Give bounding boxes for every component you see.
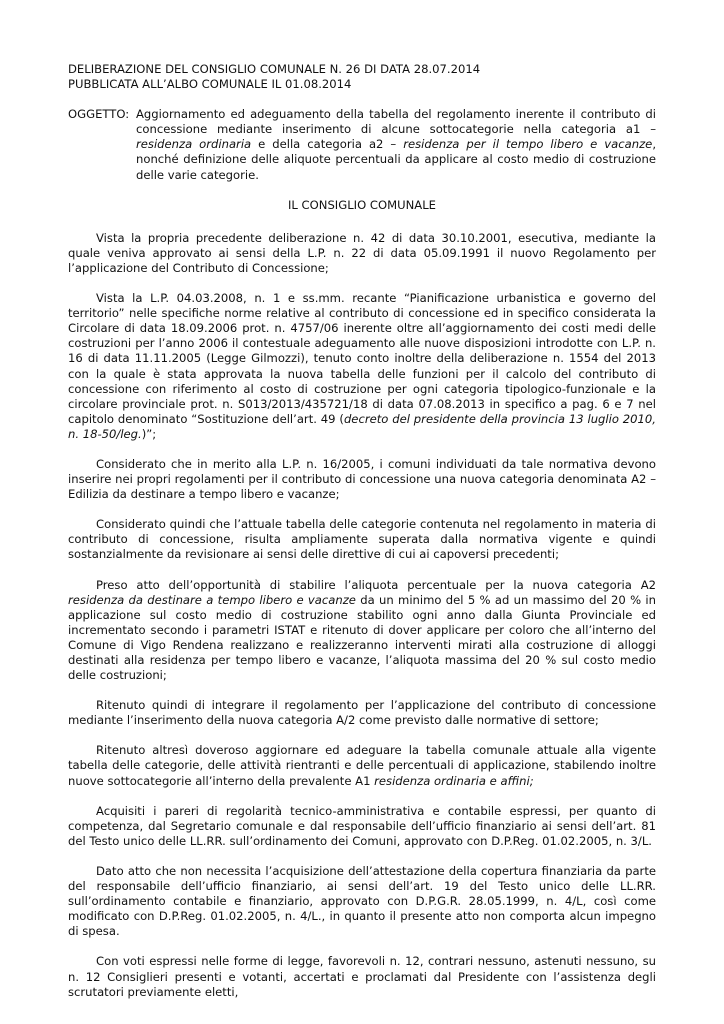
subject-text-part: e della categoria a2 – xyxy=(251,137,404,152)
paragraph-text: da un minimo del 5 % ad un massimo del 20 % in applicazione sul costo medio di costruzione stabilito ogni anno dalla Giunta Provinciale ed incrementato secondo i parametri ISTAT e ritenuto di dover applicare per coloro che all’interno del Comune di Vigo Rendena realizzano e realizzeranno interventi mirati alla costruzione di alloggi destinati alla residenza per tempo libero e vacanze, l’aliquota massima del 20 % sul costo medio delle costruzioni; xyxy=(68,592,656,683)
subject-label: OGGETTO: xyxy=(68,107,130,122)
document-header xyxy=(68,62,656,92)
paragraph-italic: residenza da destinare a tempo libero e vacanze xyxy=(68,592,356,607)
paragraph: Considerato quindi che l’attuale tabella delle categorie contenuta nel regolamento in materia di contributo di concessione, risulta ampliamente superata dalla normativa vigente e quindi sostanzialmente da revisionare ai sensi delle direttive di cui ai capoversi precedenti; xyxy=(68,517,656,562)
paragraph-text: Vista la L.P. 04.03.2008, n. 1 e ss.mm. recante “Pianificazione urbanistica e governo del territorio” nelle specifiche norme relative al contributo di concessione ed in specifico considerata la Circolare di data 18.09.2006 prot. n. 4757/06 inerente oltre all’aggiornamento dei costi medi delle costruzioni per l’anno 2006 il contestuale adeguamento alle nuove disposizioni introdotte con L.P. n. 16 di data 11.11.2005 (Legge Gilmozzi), tenuto conto inoltre della deliberazione n. 1554 del 2013 con la quale è stata approvata la nuova tabella delle funzioni per il calcolo del contributo di concessione con riferimento al costo di costruzione per ogni categoria tipologico-funzionale e la circolare provinciale prot. n. S013/2013/435721/18 di data 07.08.2013 in specifico a pag. 6 e 7 nel capitolo denominato “Sostituzione dell’art. 49 ( xyxy=(68,291,656,426)
council-title: IL CONSIGLIO COMUNALE xyxy=(287,197,436,212)
paragraph: Acquisiti i pareri di regolarità tecnico-amministrativa e contabile espressi, per quanto di competenza, dal Segretario comunale e dal responsabile dell’ufficio finanziario ai sensi dell’art. 81 del Testo unico delle LL.RR. sull’ordinamento dei Comuni, approvato con D.P.Reg. 01.02.2005, n. 3/L. xyxy=(68,803,656,848)
paragraph: Ritenuto quindi di integrare il regolamento per l’applicazione del contributo di concessione mediante l’inserimento della nuova categoria A/2 come previsto dalle normative di settore; xyxy=(68,698,656,728)
paragraph xyxy=(68,743,656,788)
paragraph-text: Preso atto dell’opportunità di stabilire l’aliquota percentuale per la nuova categoria A2 xyxy=(96,577,656,592)
subject-text-part: , nonché definizione delle aliquote percentuali da applicare al costo medio di costruzione delle varie categorie. xyxy=(136,137,656,182)
paragraph: Con voti espressi nelle forme di legge, favorevoli n. 12, contrari nessuno, astenuti nessuno, su n. 12 Consiglieri presenti e votanti, accertati e proclamati dal Presidente con l’assistenza degli scrutatori previamente eletti, xyxy=(68,954,656,999)
paragraph: Dato atto che non necessita l’acquisizione dell’attestazione della copertura finanziaria da parte del responsabile dell’ufficio finanziario, ai sensi dell’art. 19 del Testo unico delle LL.RR. sull’ordinamento contabile e finanziario, approvato con D.P.G.R. 28.05.1999, n. 4/L, così come modificato con D.P.Reg. 01.02.2005, n. 4/L., in quanto il presente atto non comporta alcun impegno di spesa. xyxy=(68,863,656,939)
paragraph xyxy=(68,578,656,684)
subject-block xyxy=(68,107,656,182)
subject-text-part: Aggiornamento ed adeguamento della tabella del regolamento inerente il contributo di concessione mediante inserimento di alcune sottocategorie nella categoria a1 – xyxy=(136,107,656,137)
publication-line: PUBBLICATA ALL’ALBO COMUNALE IL 01.08.2014 xyxy=(68,77,352,92)
paragraph-italic: decreto del presidente della provincia 13 luglio 2010, n. 18-50/leg. xyxy=(68,411,656,441)
paragraph-text: Ritenuto altresì doveroso aggiornare ed adeguare la tabella comunale attuale alla vigente tabella delle categorie, delle attività rientranti e delle percentuali di applicazione, stabilendo inoltre nuove sottocategorie all’interno della prevalente A1 xyxy=(68,743,656,788)
subject-text xyxy=(136,107,656,182)
paragraph: Vista la propria precedente deliberazione n. 42 di data 30.10.2001, esecutiva, mediante la quale veniva approvato ai sensi della L.P. n. 22 di data 05.09.1991 il nuovo Regolamento per l’applicazione del Contributo di Concessione; xyxy=(68,230,656,275)
paragraph-text: )”; xyxy=(141,426,157,441)
paragraph xyxy=(68,291,656,442)
paragraph: Considerato che in merito alla L.P. n. 16/2005, i comuni individuati da tale normativa devono inserire nei propri regolamenti per il contributo di concessione una nuova categoria denominata A2 – Edilizia da destinare a tempo libero e vacanze; xyxy=(68,456,656,502)
subject-italic-part: residenza per il tempo libero e vacanze xyxy=(403,137,653,152)
paragraph-italic: residenza ordinaria e affini; xyxy=(374,773,534,788)
deliberation-title: DELIBERAZIONE DEL CONSIGLIO COMUNALE N. 26 DI DATA 28.07.2014 xyxy=(68,62,481,76)
subject-italic-part: residenza ordinaria xyxy=(136,137,252,152)
